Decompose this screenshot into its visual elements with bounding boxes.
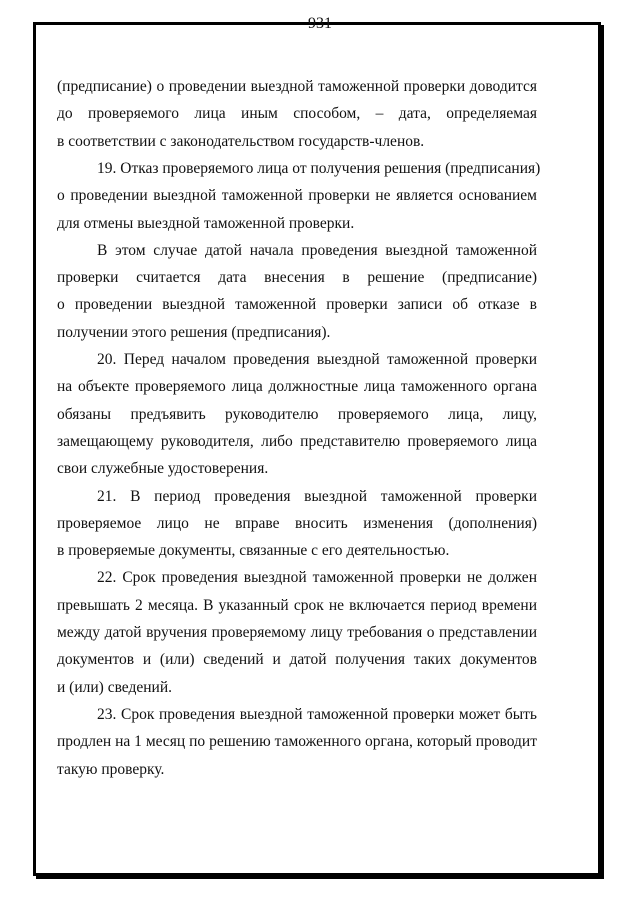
text-line: проверяемое лицо не вправе вносить изменения (дополнения) — [57, 514, 537, 532]
text-line: В этом случае датой начала проведения выездной таможенной — [97, 241, 537, 259]
text-line: (предписание) о проведении выездной таможенной проверки доводится — [57, 78, 537, 95]
text-line: обязаны предъявить руководителю проверяемого лица, лицу, — [57, 405, 537, 423]
text-line: 22. Срок проведения выездной таможенной проверки не должен — [97, 569, 537, 587]
text-line: о проведении выездной таможенной проверки записи об отказе в — [57, 296, 537, 314]
text-line: получении этого решения (предписания). — [57, 323, 331, 341]
text-line: до проверяемого лица иным способом, – дата, определяемая — [57, 105, 537, 123]
text-line: 23. Срок проведения выездной таможенной проверки может быть — [97, 705, 537, 723]
text-line: в соответствии с законодательством государств-членов. — [57, 132, 425, 150]
text-line: для отмены выездной таможенной проверки. — [57, 214, 355, 232]
text-line: 21. В период проведения выездной таможенной проверки — [97, 487, 537, 505]
text-line: такую проверку. — [57, 760, 165, 778]
text-line: 19. Отказ проверяемого лица от получения решения (предписания) — [97, 159, 541, 177]
text-line: продлен на 1 месяц по решению таможенного органа, который проводит — [57, 733, 537, 751]
text-line: о проведении выездной таможенной проверки не является основанием — [57, 187, 537, 205]
text-line: свои служебные удостоверения. — [57, 460, 269, 478]
text-line: 20. Перед началом проведения выездной таможенной проверки — [97, 351, 537, 368]
text-line: на объекте проверяемого лица должностные лица таможенного органа — [57, 378, 537, 396]
text-line: проверки считается дата внесения в решение (предписание) — [57, 269, 537, 287]
text-line: в проверяемые документы, связанные с его деятельностью. — [57, 542, 450, 560]
text-line: превышать 2 месяца. В указанный срок не включается период времени — [57, 596, 537, 614]
text-line: документов и (или) сведений и датой получения таких документов — [57, 651, 537, 669]
page-number: 931 — [308, 15, 332, 32]
text-line: замещающему руководителя, либо представителю проверяемого лица — [57, 432, 537, 450]
text-line: между датой вручения проверяемому лицу требования о представлении — [57, 624, 537, 641]
text-line: и (или) сведений. — [57, 678, 173, 696]
